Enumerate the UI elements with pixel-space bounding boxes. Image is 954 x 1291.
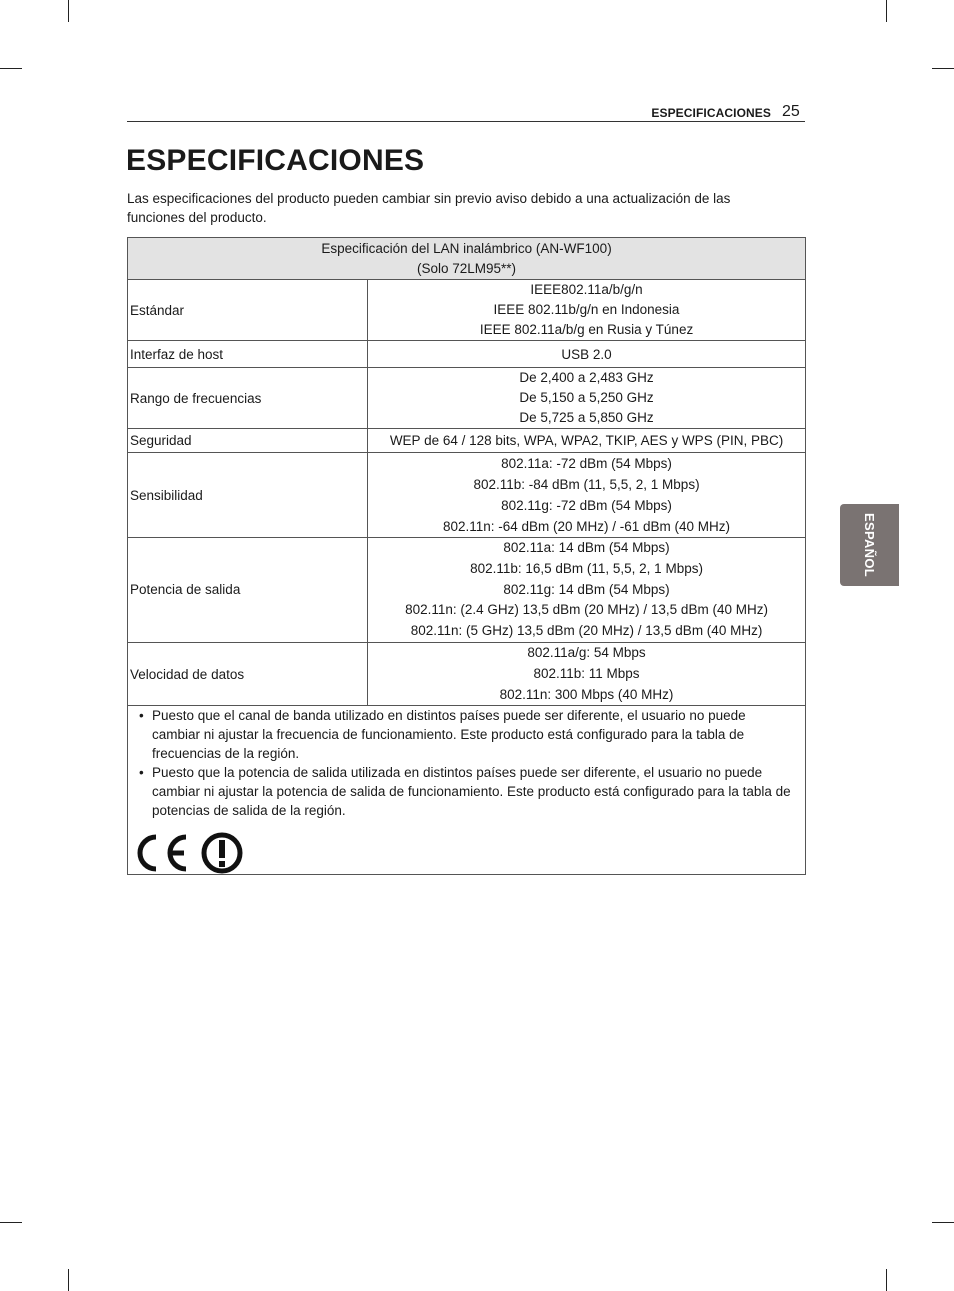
page-title: ESPECIFICACIONES: [126, 144, 425, 177]
row-label: Estándar: [128, 280, 368, 341]
row-label: Velocidad de datos: [128, 642, 368, 705]
crop-mark: [0, 1222, 22, 1223]
row-values: [368, 280, 806, 341]
crop-mark: [0, 68, 22, 69]
crop-mark: [68, 0, 69, 22]
row-value: De 5,150 a 5,250 GHz: [519, 390, 654, 405]
list-item: [128, 706, 805, 763]
header-rule: [127, 121, 805, 122]
spec-table-title: Especificación del LAN inalámbrico (AN-WF100): [321, 240, 612, 256]
list-item: [128, 763, 805, 820]
row-value: WEP de 64 / 128 bits, WPA, WPA2, TKIP, AES y WPS (PIN, PBC): [389, 433, 784, 448]
intro-paragraph: Las especificaciones del producto pueden cambiar sin previo aviso debido a una actualización de las funciones del producto.: [127, 191, 731, 225]
running-header-label: ESPECIFICACIONES: [651, 106, 771, 120]
row-value: 802.11g: 14 dBm (54 Mbps): [503, 581, 670, 597]
spec-table-model-note: (Solo 72LM95**): [416, 260, 517, 276]
crop-mark: [932, 1222, 954, 1223]
row-label: Interfaz de host: [128, 341, 368, 368]
row-label: Sensibilidad: [128, 453, 368, 538]
row-label: Seguridad: [128, 429, 368, 453]
row-value: 802.11a/g: 54 Mbps: [527, 644, 646, 660]
bullet-icon: •: [139, 765, 144, 781]
page-number: 25: [782, 103, 800, 120]
row-value: De 2,400 a 2,483 GHz: [519, 370, 654, 385]
table-row: [128, 280, 806, 341]
table-row: [128, 538, 806, 643]
table-row: [128, 453, 806, 538]
row-value: 802.11n: (2.4 GHz) 13,5 dBm (20 MHz) / 13,5 dBm (40 MHz): [405, 602, 768, 618]
table-row: [128, 429, 806, 453]
certification-marks: [132, 832, 805, 874]
row-value: 802.11g: -72 dBm (54 Mbps): [501, 498, 672, 513]
crop-mark: [68, 1269, 69, 1291]
row-label: Rango de frecuencias: [128, 368, 368, 429]
table-row: [128, 341, 806, 368]
crop-mark: [932, 68, 954, 69]
row-value: 802.11b: 16,5 dBm (11, 5,5, 2, 1 Mbps): [470, 560, 703, 576]
note-text: Puesto que la potencia de salida utilizada en distintos países puede ser diferente, el usuario no puede cambiar ni ajustar la potencia de salida de funcionamiento. Este producto está configurado para la tabla de potencias de salida de la región.: [152, 765, 791, 819]
row-value: USB 2.0: [561, 346, 612, 362]
language-tab-label: ESPAÑOL: [862, 513, 877, 577]
row-value: IEEE 802.11a/b/g en Rusia y Túnez: [479, 322, 694, 337]
row-value: De 5,725 a 5,850 GHz: [519, 410, 654, 425]
spec-table-header: [128, 238, 806, 280]
row-values: [368, 429, 806, 453]
row-value: 802.11a: 14 dBm (54 Mbps): [503, 540, 670, 555]
row-value: 802.11n: 300 Mbps (40 MHz): [499, 686, 674, 702]
row-value: IEEE 802.11b/g/n en Indonesia: [493, 302, 680, 317]
crop-mark: [886, 0, 887, 22]
table-row: [128, 368, 806, 429]
language-tab: [840, 504, 899, 586]
row-value: 802.11b: 11 Mbps: [533, 665, 640, 681]
row-value: IEEE802.11a/b/g/n: [530, 282, 643, 297]
row-values: [368, 453, 806, 538]
row-value: 802.11n: -64 dBm (20 MHz) / -61 dBm (40 MHz): [442, 519, 731, 534]
row-values: [368, 341, 806, 368]
notes-list: [128, 706, 805, 820]
row-values: [368, 642, 806, 705]
note-text: Puesto que el canal de banda utilizado en distintos países puede ser diferente, el usuario no puede cambiar ni ajustar la frecuencia de funcionamiento. Este producto está configurado para la tabla de frecuencias de la región.: [152, 708, 746, 762]
row-values: [368, 368, 806, 429]
notes-cell: [128, 706, 806, 875]
row-value: 802.11b: -84 dBm (11, 5,5, 2, 1 Mbps): [473, 477, 700, 492]
class-2-alert-icon: [200, 832, 244, 874]
row-values: [368, 538, 806, 643]
ce-mark-icon: [132, 833, 190, 873]
table-row: [128, 642, 806, 705]
row-value: 802.11n: (5 GHz) 13,5 dBm (20 MHz) / 13,5 dBm (40 MHz): [410, 623, 763, 639]
bullet-icon: •: [139, 708, 144, 724]
row-value: 802.11a: -72 dBm (54 Mbps): [501, 456, 672, 471]
wireless-lan-spec-table: [127, 237, 806, 875]
row-label: Potencia de salida: [128, 538, 368, 643]
crop-mark: [886, 1269, 887, 1291]
notes-row: [128, 706, 806, 875]
